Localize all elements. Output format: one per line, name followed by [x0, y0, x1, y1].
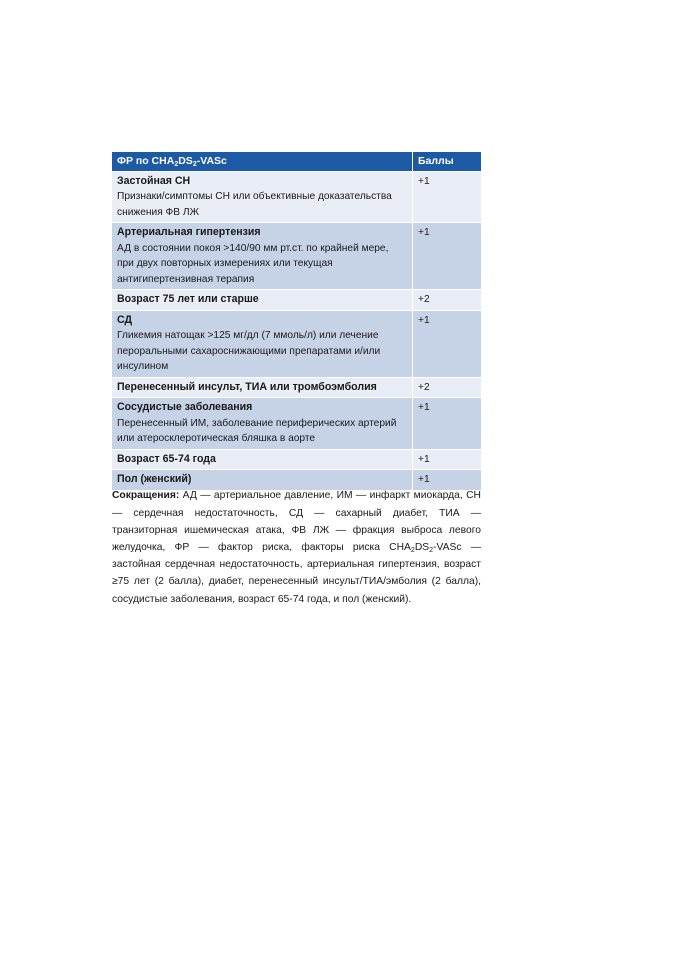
table-row [112, 377, 481, 398]
header-factor: ФР по $CHA_2DS_2$-VASc [112, 152, 413, 171]
factor-description: Признаки/симптомы СН или объективные доказательства снижения ФВ ЛЖ [117, 191, 392, 218]
score-cell: +1 [413, 449, 482, 470]
factor-name: СД [117, 313, 133, 326]
table-row [112, 171, 481, 223]
score-cell: +1 [413, 398, 482, 450]
table-row [112, 310, 481, 377]
factor-name: Сосудистые заболевания [117, 401, 253, 413]
factor-name: Возраст 75 лет или старше [117, 293, 259, 305]
abbreviations-note: Сокращения: АД — артериальное давление, ИМ — инфаркт миокарда, СН — сердечная недостаточность, СД — сахарный диабет, ТИА — транзиторная ишемическая атака, ФВ ЛЖ — фракция выброса левого желудочка, ФР — фактор риска, факторы риска $CHA_2DS_2$-VASc — застойная сердечная недостаточность, артериальная гипертензия, возраст ≥75 лет (2 балла), диабет, перенесенный инсульт/ТИА/эмболия (2 балла), сосудистые заболевания, возраст 65-74 года, и пол (женский). [112, 490, 482, 605]
factor-cell [112, 171, 413, 223]
factor-description: Перенесенный ИМ, заболевание периферических артерий или атеросклеротическая бляшка в аорте [117, 417, 397, 444]
factor-name: Артериальная гипертензия [117, 226, 261, 238]
factor-name: Застойная СН [117, 174, 191, 187]
factor-cell [112, 398, 413, 450]
factor-cell [112, 449, 413, 470]
table-row [112, 290, 481, 311]
header-score: Баллы [413, 152, 482, 171]
factor-description: Гликемия натощак >125 мг/дл (7 ммоль/л) или лечение пероральными сахароснижающими препаратами и/или инсулином [117, 330, 381, 372]
factor-name: Пол (женский) [117, 473, 192, 485]
table-header-row [112, 152, 481, 171]
factor-description: АД в состоянии покоя >140/90 мм рт.ст. по крайней мере, при двух повторных измерениях или текущая антигипертензивная терапия [117, 242, 389, 285]
score-cell: +2 [413, 377, 482, 398]
factor-cell [112, 290, 413, 311]
score-cell: +1 [413, 310, 482, 377]
table-row [112, 449, 481, 470]
table-row [112, 223, 481, 290]
factor-cell [112, 223, 413, 290]
factor-cell [112, 310, 413, 377]
score-cell: +1 [413, 470, 482, 490]
risk-factor-table [112, 152, 481, 490]
table-row [112, 398, 481, 450]
factor-name: Возраст 65-74 года [117, 452, 216, 465]
abbreviations-label: Сокращения: [112, 490, 180, 502]
score-cell: +1 [413, 223, 482, 290]
factor-cell [112, 377, 413, 398]
score-cell: +2 [413, 290, 482, 311]
score-cell: +1 [413, 171, 482, 223]
factor-name: Перенесенный инсульт, ТИА или тромбоэмболия [117, 380, 377, 393]
